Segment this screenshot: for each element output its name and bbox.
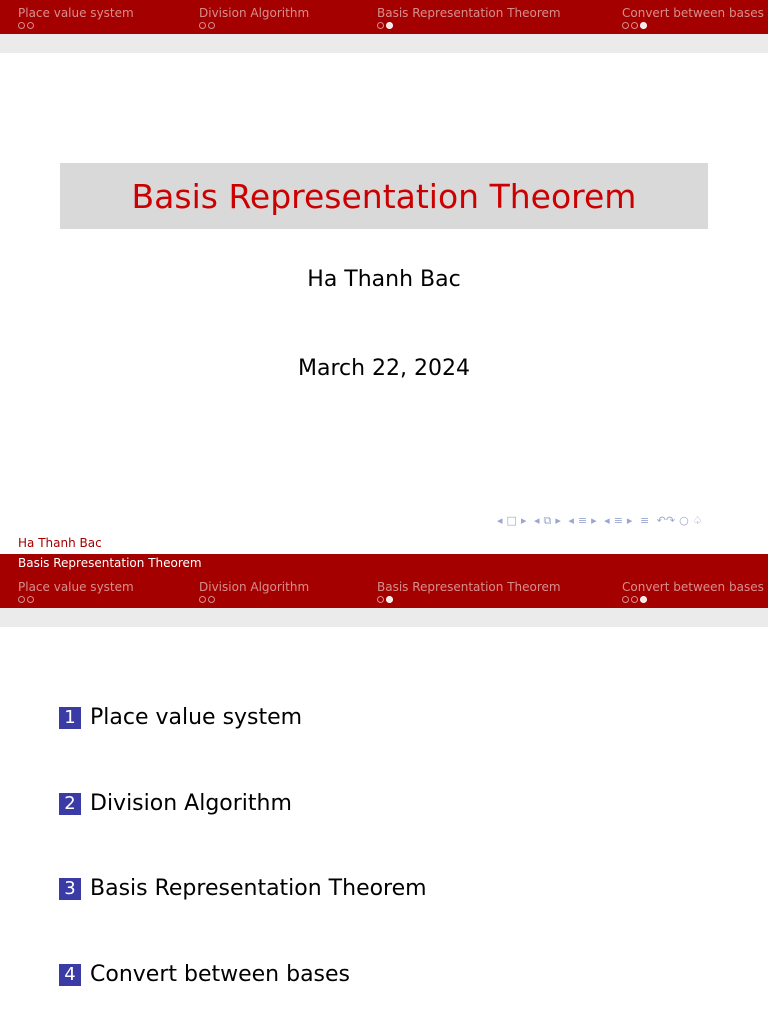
prev-section-icon[interactable]: ◂	[604, 514, 610, 527]
toc-item-label[interactable]: Division Algorithm	[90, 791, 292, 816]
nav-frame-dots	[199, 596, 217, 604]
frame-dot[interactable]	[377, 22, 384, 29]
nav-section-label[interactable]: Convert between bases	[622, 580, 764, 594]
subsection-bar	[0, 608, 768, 627]
subsection-bar	[0, 34, 768, 53]
frame-dot[interactable]	[631, 22, 638, 29]
nav-section-label[interactable]: Place value system	[18, 6, 134, 20]
next-section-icon[interactable]: ▸	[626, 514, 633, 527]
outline-slide	[0, 534, 768, 1024]
frame-dot-current[interactable]	[640, 596, 647, 603]
toc-number-box: 2	[59, 793, 81, 815]
frame-dot[interactable]	[18, 596, 25, 603]
headline-author-bar	[0, 534, 768, 554]
frame-dot-current[interactable]	[386, 22, 393, 29]
section-icon[interactable]: ≡	[613, 514, 623, 527]
presentation-title: Basis Representation Theorem	[131, 176, 637, 216]
nav-frame-dots	[18, 596, 36, 604]
headline-section-title: Basis Representation Theorem	[18, 556, 202, 570]
next-subsection-icon[interactable]: ▸	[591, 514, 597, 527]
frame-dot[interactable]	[199, 596, 206, 603]
toc-number-box: 4	[59, 964, 81, 986]
toc-number-box: 3	[59, 878, 81, 900]
nav-section-label[interactable]: Basis Representation Theorem	[377, 6, 561, 20]
toc-item-label[interactable]: Convert between bases	[90, 962, 351, 987]
zoom-icon[interactable]: ♤	[692, 514, 703, 527]
beamer-navigation-symbols	[497, 514, 707, 530]
frame-dot[interactable]	[208, 22, 215, 29]
toc-item-basis-representation[interactable]	[59, 876, 427, 904]
next-frame-icon[interactable]: ▸	[555, 514, 561, 527]
frame-dot[interactable]	[199, 22, 206, 29]
nav-frame-dots	[377, 22, 395, 30]
frame-dot[interactable]	[27, 596, 34, 603]
nav-frame-dots	[18, 22, 36, 30]
section-navbar	[0, 0, 768, 34]
prev-slide-icon[interactable]: ◂	[497, 514, 503, 527]
nav-section-label[interactable]: Basis Representation Theorem	[377, 580, 561, 594]
nav-frame-dots	[199, 22, 217, 30]
frame-dot[interactable]	[27, 22, 34, 29]
frame-dot[interactable]	[622, 22, 629, 29]
presentation-date: March 22, 2024	[297, 356, 471, 381]
frame-dot-current[interactable]	[386, 596, 393, 603]
toc-item-label[interactable]: Place value system	[90, 705, 303, 730]
nav-section-label[interactable]: Place value system	[18, 580, 134, 594]
prev-subsection-icon[interactable]: ◂	[568, 514, 574, 527]
next-slide-icon[interactable]: ▸	[520, 514, 527, 527]
section-navbar	[0, 574, 768, 608]
toc-item-place-value[interactable]	[59, 705, 302, 733]
back-forward-icon[interactable]: ↶↷	[656, 514, 676, 527]
search-icon[interactable]: ○	[679, 514, 689, 527]
headline-author: Ha Thanh Bac	[18, 536, 102, 550]
frame-dot[interactable]	[631, 596, 638, 603]
author-name: Ha Thanh Bac	[307, 267, 461, 292]
frame-dot-current[interactable]	[640, 22, 647, 29]
frame-dot[interactable]	[18, 22, 25, 29]
toc-item-division-algorithm[interactable]	[59, 791, 292, 819]
headline-section-bar	[0, 554, 768, 574]
document-icon[interactable]: ≡	[639, 514, 650, 527]
prev-frame-icon[interactable]: ◂	[533, 514, 540, 527]
nav-frame-dots	[622, 22, 649, 30]
subsection-icon[interactable]: ≡	[577, 514, 588, 527]
nav-section-label[interactable]: Division Algorithm	[199, 580, 310, 594]
frame-icon[interactable]: ⧉	[543, 514, 552, 527]
nav-frame-dots	[622, 596, 649, 604]
nav-section-label[interactable]: Division Algorithm	[199, 6, 310, 20]
slide-icon[interactable]: □	[506, 514, 517, 527]
title-box	[60, 163, 708, 229]
frame-dot[interactable]	[622, 596, 629, 603]
nav-section-label[interactable]: Convert between bases	[622, 6, 764, 20]
nav-frame-dots	[377, 596, 395, 604]
toc-item-convert-bases[interactable]	[59, 962, 350, 990]
toc-number-box: 1	[59, 707, 81, 729]
frame-dot[interactable]	[208, 596, 215, 603]
toc-item-label[interactable]: Basis Representation Theorem	[90, 876, 427, 901]
frame-dot[interactable]	[377, 596, 384, 603]
